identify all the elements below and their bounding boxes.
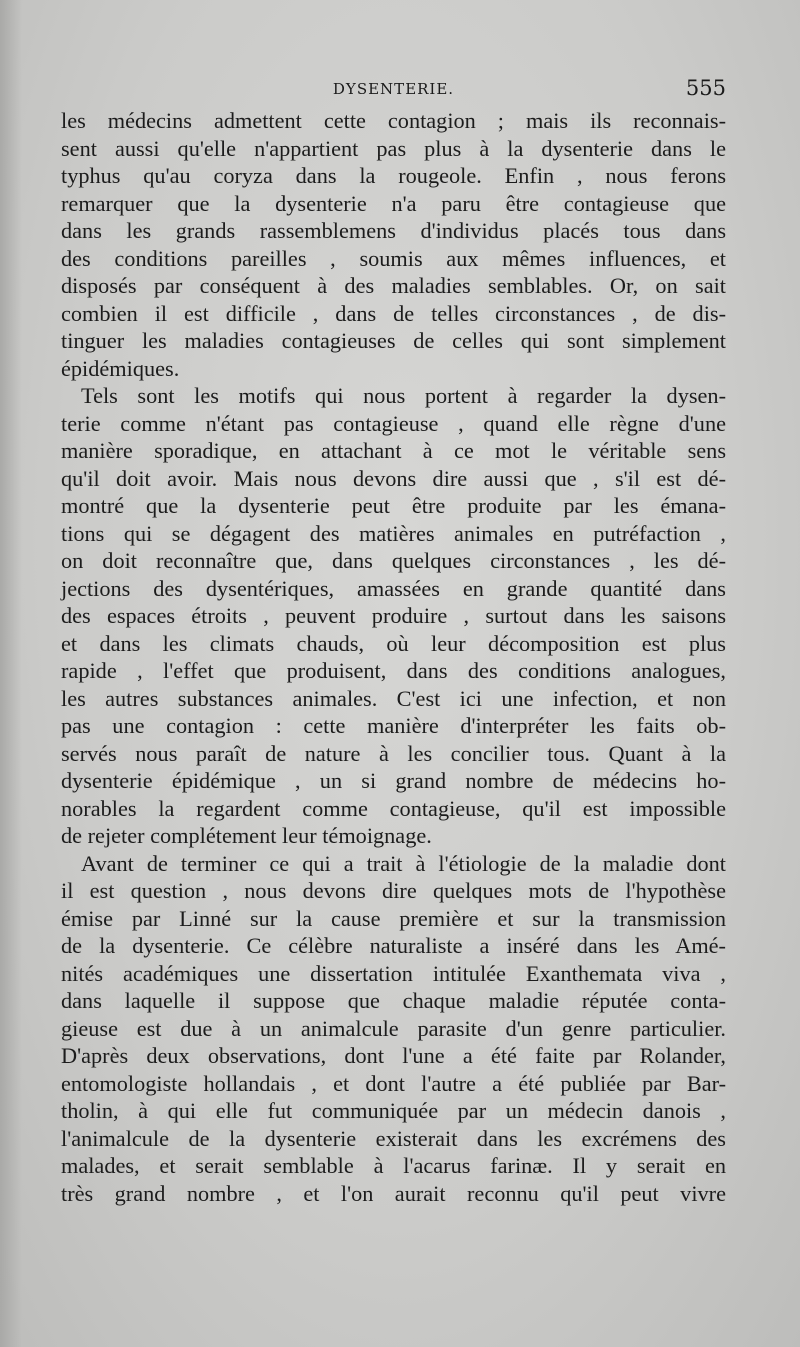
text-line: rapide , l'effet que produisent, dans des conditions analogues, [61,658,726,683]
text-line: il est question , nous devons dire quelques mots de l'hypothèse [61,878,726,903]
text-line: tinguer les maladies contagieuses de celles qui sont simplement [61,328,726,353]
text-line: les autres substances animales. C'est ici une infection, et non [61,685,726,711]
text-line: malades, et serait semblable à l'acarus farinæ. Il y serait en [61,1153,726,1178]
text-line: disposés par conséquent à des maladies semblables. Or, on sait [61,273,726,298]
paragraph [61,107,726,382]
text-line: pas une contagion : cette manière d'interpréter les faits ob- [61,713,726,738]
running-header [61,76,726,102]
body-text [61,107,726,1207]
text-line: l'animalcule de la dysenterie existerait dans les excrémens des [61,1125,726,1151]
paragraph [61,850,726,1208]
text-line: montré que la dysenterie peut être produite par les émana- [61,493,726,518]
paragraph [61,382,726,850]
text-line: jections des dysentériques, amassées en grande quantité dans [61,575,726,601]
text-line: terie comme n'étant pas contagieuse , quand elle règne d'une [61,410,726,436]
text-line: D'après deux observations, dont l'une a été faite par Rolander, [61,1043,726,1068]
text-line: de rejeter complétement leur témoignage. [61,823,432,848]
text-line: sent aussi qu'elle n'appartient pas plus à la dysenterie dans le [61,135,726,161]
text-line: manière sporadique, en attachant à ce mot le véritable sens [61,438,726,463]
text-line: dans les grands rassemblemens d'individus placés tous dans [61,218,726,243]
text-line: norables la regardent comme contagieuse, qu'il est impossible [61,795,726,821]
page-number: 555 [685,76,726,100]
text-line: dans laquelle il suppose que chaque maladie réputée conta- [61,988,726,1013]
chapter-title: DYSENTERIE. [332,80,455,98]
text-line: tions qui se dégagent des matières animales en putréfaction , [61,520,726,546]
text-line: de la dysenterie. Ce célèbre naturaliste a inséré dans les Amé- [61,933,726,958]
text-line: combien il est difficile , dans de telles circonstances , de dis- [61,300,726,326]
text-line: on doit reconnaître que, dans quelques circonstances , les dé- [61,548,726,573]
text-line: épidémiques. [61,355,180,381]
text-line: et dans les climats chauds, où leur décomposition est plus [61,630,726,656]
text-line: qu'il doit avoir. Mais nous devons dire aussi que , s'il est dé- [61,465,726,491]
text-line: Avant de terminer ce qui a trait à l'étiologie de la maladie dont [81,850,726,876]
text-line: très grand nombre , et l'on aurait reconnu qu'il peut vivre [61,1180,726,1206]
text-line: des espaces étroits , peuvent produire , surtout dans les saisons [61,603,726,628]
text-line: émise par Linné sur la cause première et sur la transmission [61,905,726,931]
text-line: les médecins admettent cette contagion ; mais ils reconnais- [61,108,726,133]
text-line: des conditions pareilles , soumis aux mêmes influences, et [61,245,726,271]
text-line: Tels sont les motifs qui nous portent à regarder la dysen- [81,383,726,408]
text-line: entomologiste hollandais , et dont l'autre a été publiée par Bar- [61,1070,726,1096]
text-line: remarquer que la dysenterie n'a paru être contagieuse que [61,190,726,216]
text-line: dysenterie épidémique , un si grand nombre de médecins ho- [61,768,726,793]
text-line: nités académiques une dissertation intitulée Exanthemata viva , [61,960,726,986]
page-gutter-shadow [0,0,22,1347]
text-line: servés nous paraît de nature à les concilier tous. Quant à la [61,740,726,766]
text-line: gieuse est due à un animalcule parasite d'un genre particulier. [61,1015,726,1041]
text-line: tholin, à qui elle fut communiquée par un médecin danois , [61,1098,726,1123]
text-line: typhus qu'au coryza dans la rougeole. Enfin , nous ferons [61,163,726,188]
